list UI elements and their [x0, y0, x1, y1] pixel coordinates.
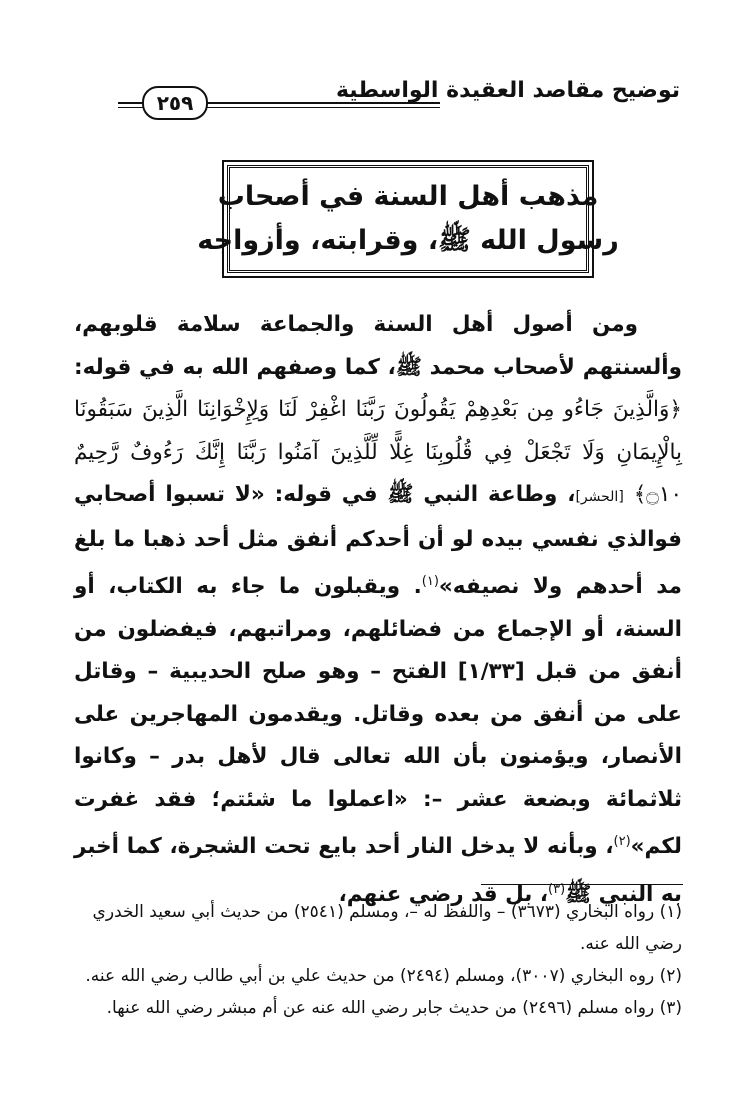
footnote-1: (١) رواه البخاري (٣٦٧٣) – واللفظ له –، ومسلم (٢٥٤١) من حديث أبي سعيد الخدري رضي الله عنه.	[92, 902, 682, 954]
text-run: ، وبأنه لا يدخل النار أحد بايع تحت الشجرة، كما أخبر به النبي ﷺ	[74, 834, 682, 907]
body-text	[74, 304, 682, 916]
running-header	[118, 78, 680, 118]
page-number: ٢٥٩	[142, 86, 208, 120]
chapter-title-line-1: مذهب أهل السنة في أصحاب	[217, 181, 599, 212]
footnote-ref-1: (١)	[421, 574, 439, 589]
quran-bracket-close: ﴾	[633, 482, 647, 507]
footnote-ref-2: (٢)	[613, 834, 631, 850]
sura-reference: [الحشر]	[575, 489, 624, 505]
text-run: ، بل قد رضي عنهم،	[338, 881, 549, 907]
chapter-title-box	[197, 160, 619, 278]
footnote-separator	[481, 884, 683, 885]
quran-verse: وَالَّذِينَ جَاءُو مِن بَعْدِهِمْ يَقُولُونَ رَبَّنَا اغْفِرْ لَنَا وَلِإِخْوَانِنَا الَّذِينَ سَبَقُونَا بِالْإِيمَانِ وَلَا تَجْعَلْ فِي قُلُوبِنَا غِلًّا لِّلَّذِينَ آمَنُوا رَبَّنَا إِنَّكَ رَءُوفٌ رَّحِيمٌ ۝١٠	[74, 397, 682, 507]
footnote-2: (٢) روه البخاري (٣٠٠٧)، ومسلم (٢٤٩٤) من حديث علي بن أبي طالب رضي الله عنه.	[85, 966, 682, 986]
header-rule-left	[118, 102, 144, 108]
paragraph	[74, 304, 682, 916]
quran-bracket-open: ﴿	[669, 397, 682, 422]
header-rule	[178, 102, 440, 108]
chapter-title-inner	[197, 165, 619, 273]
footnote-3: (٣) رواه مسلم (٢٤٩٦) من حديث جابر رضي الله عنه عن أم مبشر رضي الله عنها.	[106, 998, 682, 1018]
running-title: توضيح مقاصد العقيدة الواسطية	[335, 78, 680, 103]
text-run: ، وطاعة النبي ﷺ في قوله: «لا تسبوا أصحابي فوالذي نفسي بيده لو أن أحدكم أنفق مثل أحد ذهبا ما بلغ مد أحدهم ولا نصيفه»	[74, 482, 682, 600]
text-run: ومن أصول أهل السنة والجماعة سلامة قلوبهم، وألسنتهم لأصحاب محمد ﷺ، كما وصفهم الله به في قوله:	[74, 312, 682, 380]
footnotes	[74, 896, 682, 1024]
text-run: . ويقبلون ما جاء به الكتاب، أو السنة، أو الإجماع من فضائلهم، ومراتبهم، فيفضلون من أنفق من قبل [١/٣٣] الفتح – وهو صلح الحديبية – وقاتل على من أنفق من بعده وقاتل. ويقدمون المهاجرين على الأنصار، ويؤمنون بأن الله تعالى قال لأهل بدر – وكانوا ثلاثمائة وبضعة عشر –: «اعملوا ما شئتم؛ فقد غفرت لكم»	[74, 574, 682, 860]
footnote-ref-3: (٣)	[548, 881, 566, 897]
chapter-title-line-2: رسول الله ﷺ، وقرابته، وأزواجه	[197, 225, 619, 256]
